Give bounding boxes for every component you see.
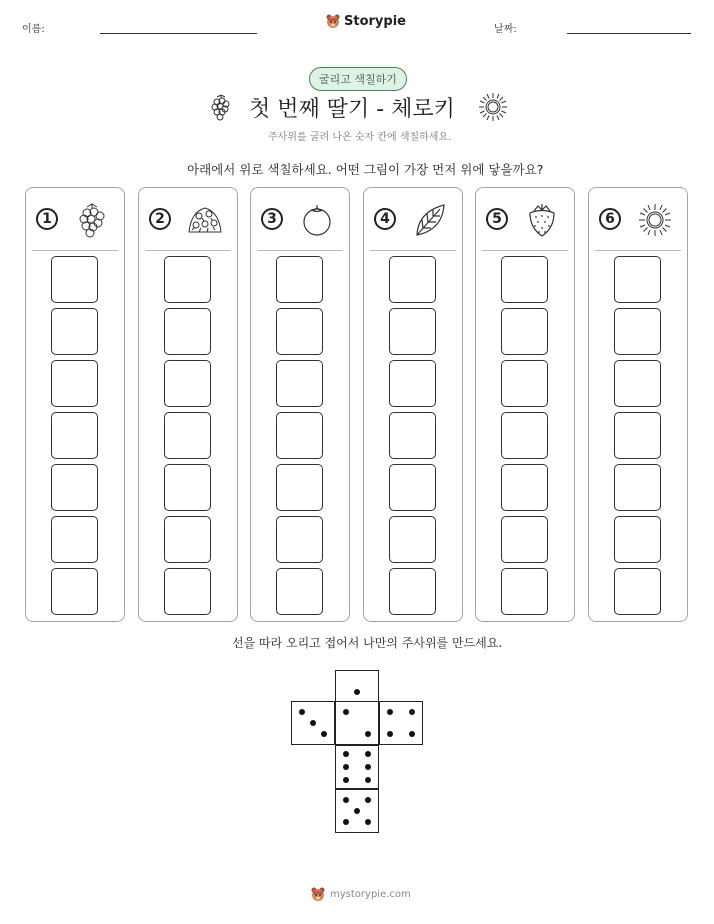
die-pip xyxy=(365,819,371,825)
color-box[interactable] xyxy=(51,308,98,355)
die-pip xyxy=(310,720,316,726)
storypie-logo xyxy=(325,13,406,29)
color-box[interactable] xyxy=(501,256,548,303)
color-box[interactable] xyxy=(164,568,211,615)
die-pip xyxy=(365,751,371,757)
footer-url: mystorypie.com xyxy=(330,888,411,900)
column-divider xyxy=(482,250,568,251)
die-pip xyxy=(343,777,349,783)
color-box[interactable] xyxy=(164,412,211,459)
color-box[interactable] xyxy=(51,516,98,563)
color-box[interactable] xyxy=(501,516,548,563)
die-pip xyxy=(354,689,360,695)
die-pip xyxy=(365,764,371,770)
die-pip xyxy=(365,777,371,783)
strawberry-icon xyxy=(524,202,560,238)
column-divider xyxy=(257,250,343,251)
die-pip xyxy=(343,764,349,770)
color-box[interactable] xyxy=(614,360,661,407)
track-column-6 xyxy=(588,187,688,622)
color-box[interactable] xyxy=(51,568,98,615)
die-pip xyxy=(409,731,415,737)
color-box[interactable] xyxy=(389,464,436,511)
column-divider xyxy=(595,250,681,251)
color-box[interactable] xyxy=(614,412,661,459)
flower-bush-icon xyxy=(187,202,223,238)
column-divider xyxy=(145,250,231,251)
date-line[interactable] xyxy=(567,33,691,34)
color-box[interactable] xyxy=(164,464,211,511)
die-pip xyxy=(365,797,371,803)
color-box[interactable] xyxy=(501,412,548,459)
color-box[interactable] xyxy=(389,308,436,355)
color-box[interactable] xyxy=(614,568,661,615)
die-pip xyxy=(343,797,349,803)
column-number: 4 xyxy=(374,208,396,230)
column-divider xyxy=(32,250,118,251)
color-box[interactable] xyxy=(614,516,661,563)
instruction-text: 아래에서 위로 색칠하세요. 어떤 그림이 가장 먼저 위에 닿을까요? xyxy=(187,162,544,177)
page-subtitle: 주사위를 굴려 나온 숫자 칸에 색칠하세요. xyxy=(268,132,452,143)
die-pip xyxy=(343,709,349,715)
page-title: 첫 번째 딸기 - 체로키 xyxy=(249,97,455,122)
leaf-icon xyxy=(412,202,448,238)
tomato-icon xyxy=(299,202,335,238)
column-divider xyxy=(370,250,456,251)
die-pip xyxy=(354,808,360,814)
die-pip xyxy=(299,709,305,715)
die-pip xyxy=(409,709,415,715)
track-column-3 xyxy=(250,187,350,622)
track-column-1 xyxy=(25,187,125,622)
color-box[interactable] xyxy=(276,568,323,615)
color-box[interactable] xyxy=(389,256,436,303)
color-box[interactable] xyxy=(389,568,436,615)
color-box[interactable] xyxy=(164,256,211,303)
color-box[interactable] xyxy=(389,360,436,407)
raspberry-icon xyxy=(209,93,233,121)
die-face-3 xyxy=(291,701,335,745)
color-box[interactable] xyxy=(614,464,661,511)
footer xyxy=(310,886,411,902)
die-face-2 xyxy=(335,701,379,745)
color-box[interactable] xyxy=(51,464,98,511)
die-face-4 xyxy=(379,701,423,745)
color-box[interactable] xyxy=(164,308,211,355)
logo-text: Storypie xyxy=(344,13,406,29)
die-pip xyxy=(343,819,349,825)
name-label: 이름: xyxy=(22,24,45,35)
color-box[interactable] xyxy=(276,256,323,303)
date-label: 날짜: xyxy=(494,24,517,35)
die-pip xyxy=(387,709,393,715)
die-pip xyxy=(365,731,371,737)
activity-badge: 굴리고 색칠하기 xyxy=(309,67,407,91)
color-box[interactable] xyxy=(389,412,436,459)
color-box[interactable] xyxy=(501,568,548,615)
die-face-6 xyxy=(335,745,379,789)
track-column-5 xyxy=(475,187,575,622)
column-number: 1 xyxy=(36,208,58,230)
sun-icon xyxy=(637,202,673,238)
color-box[interactable] xyxy=(501,308,548,355)
bear-icon xyxy=(325,13,341,29)
column-number: 2 xyxy=(149,208,171,230)
color-box[interactable] xyxy=(276,308,323,355)
die-pip xyxy=(387,731,393,737)
die-pip xyxy=(321,731,327,737)
color-box[interactable] xyxy=(276,516,323,563)
column-number: 6 xyxy=(599,208,621,230)
column-number: 5 xyxy=(486,208,508,230)
raspberry-icon xyxy=(74,202,110,238)
bear-icon xyxy=(310,886,326,902)
track-column-4 xyxy=(363,187,463,622)
color-box[interactable] xyxy=(501,464,548,511)
color-box[interactable] xyxy=(614,256,661,303)
color-box[interactable] xyxy=(276,360,323,407)
color-box[interactable] xyxy=(614,308,661,355)
color-box[interactable] xyxy=(389,516,436,563)
die-face-5 xyxy=(335,789,379,833)
color-box[interactable] xyxy=(51,256,98,303)
color-box[interactable] xyxy=(276,464,323,511)
column-number: 3 xyxy=(261,208,283,230)
color-box[interactable] xyxy=(164,360,211,407)
color-box[interactable] xyxy=(51,412,98,459)
sun-icon xyxy=(478,92,508,122)
die-pip xyxy=(343,751,349,757)
name-line[interactable] xyxy=(100,33,257,34)
color-box[interactable] xyxy=(501,360,548,407)
dice-instruction: 선을 따라 오리고 접어서 나만의 주사위를 만드세요. xyxy=(232,636,503,650)
color-box[interactable] xyxy=(164,516,211,563)
color-box[interactable] xyxy=(51,360,98,407)
track-column-2 xyxy=(138,187,238,622)
color-box[interactable] xyxy=(276,412,323,459)
